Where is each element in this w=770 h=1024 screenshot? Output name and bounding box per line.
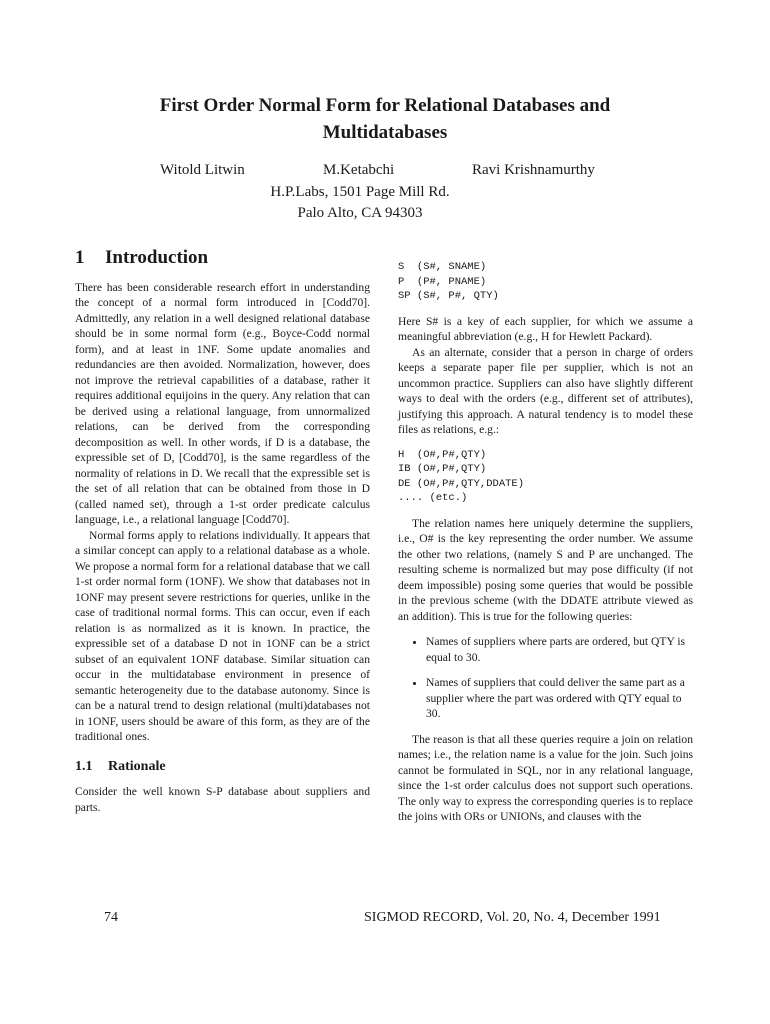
title-line-1: First Order Normal Form for Relational Databases and (159, 95, 611, 116)
page-number: 74 (104, 910, 118, 925)
subsection-heading-rationale (75, 759, 370, 775)
code-line: H (O#,P#,QTY) (398, 448, 487, 461)
paper-title (100, 92, 670, 146)
author-1: Witold Litwin (160, 162, 245, 178)
code-line: P (P#, PNAME) (398, 275, 487, 288)
right-column (398, 256, 693, 825)
intro-paragraph-2: Normal forms apply to relations individually. It appears that a similar concept can apply to a relational database as a whole. We propose a normal form for a relational database that we call 1-st order normal form (1ONF). We show that databases not in 1ONF may present severe restrictions for queries, unlike in the case of traditional normal forms. This can occur, even if each relation is as normalized as it is known. In practice, the expressible set of a database D not in 1ONF can be a strict subset of an equivalent 1ONF database. Similar situation can occur in the multidatabase environment in presence of semantic heterogeneity due to the database autonomy. Since is can be a natural trend to design relational (multi)databases not in 1ONF, users should be aware of this form, as they are of the traditional ones. (75, 528, 370, 743)
relation-names-paragraph: The relation names here uniquely determine the suppliers, i.e., O# is the key representing the order number. We assume the other two relations, (namely S and P are unchanged. The resulting scheme is normalized but may pose difficulty (if not deem impossible) posing some queries that would be possible in the previous scheme (with the DDATE attribute viewed as an addition). This is true for the following queries: (398, 516, 693, 623)
address-line-1: H.P.Labs, 1501 Page Mill Rd. (270, 184, 450, 200)
author-2: M.Ketabchi (323, 162, 395, 178)
section-number: 1 (75, 247, 85, 268)
code-line: S (S#, SNAME) (398, 261, 487, 273)
code-line: SP (S#, P#, QTY) (398, 290, 499, 302)
author-3: Ravi Krishnamurthy (472, 162, 595, 178)
section-title: Introduction (105, 247, 209, 268)
journal-footer: SIGMOD RECORD, Vol. 20, No. 4, December 1991 (364, 910, 661, 925)
intro-paragraph-1: There has been considerable research effort in understanding the concept of a normal form introduced in [Codd70]. Admittedly, any relation in a well designed relational database should be in some normal form (e.g., Boyce-Codd normal form), and at least in 1NF. Some update anomalies and redundancies are then avoided. Normalization, however, does not improve the retrieval capabilities of a database, rather it requires additional equijoins in the query. Any relation that can be derived using a relational language, from unnormalized relations, can be derived from the corresponding decomposition as well. In other words, if D is a database, the expressible set of D, [Codd70], is the same regardless of the normality of relations in D. We recall that the expressible set is the set of all relation that can be obtained from those in D (called named set), through a 1-st order predicate calculus language, i.e., a relational language [Codd70]. (75, 280, 370, 526)
code-line: .... (etc.) (398, 492, 468, 504)
join-paragraph: The reason is that all these queries require a join on relation names; i.e., the relation name is a value for the join. Such joins cannot be formulated in SQL, nor in any relational language, since the 1-st order calculus does not support such operations. The only way to express the corresponding queries is to replace the joins with ORs or UNIONs, and clauses with the (398, 732, 693, 823)
left-column (75, 247, 370, 815)
schema-code-block-2 (398, 448, 693, 506)
list-item: • Names of suppliers where parts are ordered, but QTY is equal to 30. (426, 634, 693, 665)
section-heading-introduction (75, 247, 370, 268)
subsection-number: 1.1 (75, 758, 93, 774)
list-item: • Names of suppliers that could deliver the same part as a supplier where the part was ordered with QTY equal to 30. (426, 675, 693, 722)
author-address (200, 182, 520, 224)
rationale-paragraph: Consider the well known S-P database about suppliers and parts. (75, 785, 370, 814)
key-paragraph: Here S# is a key of each supplier, for which we assume a meaningful abbreviation (e.g., H for Hewlett Packard). (398, 314, 693, 343)
schema-code-block-1 (398, 260, 693, 304)
alternate-paragraph: As an alternate, consider that a person in charge of orders keeps a separate paper file per supplier, which is not an uncommon practice. Suppliers can also have slightly different ways to deal with the orders (e.g., different set of attributes), justifying this approach. A natural tendency is to model these files as relations, e.g.: (398, 345, 693, 436)
title-line-2: Multidatabases (322, 122, 448, 143)
code-line: IB (O#,P#,QTY) (398, 463, 487, 475)
address-line-2: Palo Alto, CA 94303 (297, 205, 423, 221)
query-list (398, 634, 693, 722)
subsection-title: Rationale (108, 758, 166, 774)
code-line: DE (O#,P#,QTY,DDATE) (398, 477, 525, 490)
